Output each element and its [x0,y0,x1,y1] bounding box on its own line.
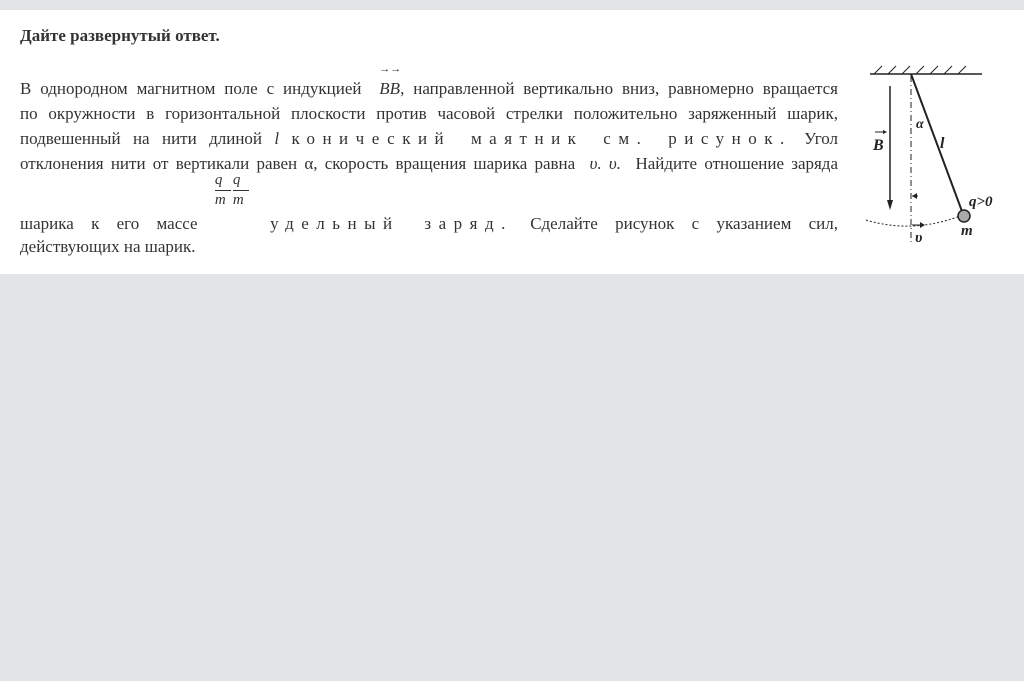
speed-symbols: υ. υ. [589,154,621,173]
vector-b-label: BB [379,79,401,98]
text-fragment: Сделайте рисунок с указанием сил, [530,214,838,233]
b-field-arrowhead [887,200,893,210]
angle-label: α [916,117,924,132]
vector-b [379,63,402,101]
text-fragment: Найдите отношение заряда [635,154,838,173]
task-heading: Дайте развернутый ответ. [20,26,220,45]
conical-pendulum-figure [862,64,1012,254]
mass-label: m [961,223,973,239]
pendulum-thread [911,74,963,214]
problem-line-3 [20,126,838,151]
text-fragment: шарика к его массе [20,214,198,233]
b-label-arrowhead [883,130,887,134]
velocity-label: υ [915,230,923,246]
vector-arrows: →→ [379,63,402,75]
text-fragment: отклонения нити от вертикали равен α, скорость вращения шарика равна [20,154,576,173]
text-fragment: Угол [804,129,839,148]
text-fragment: , направленной вертикально вниз, равномерно вращается [400,79,839,98]
thread-length-label: l [940,135,945,152]
fraction [215,171,231,209]
problem-text [20,63,839,259]
problem-line-2: по окружности в горизонтальной плоскости против часовой стрелки положительно заряженный шарик, [20,104,838,123]
text-fragment: подвешенный на нити длиной [20,129,263,148]
length-symbol: l [274,129,280,148]
problem-line-5-row [20,172,838,236]
text-fragment: В однородном магнитном поле с индукцией [20,79,362,98]
fraction-q-over-m [214,172,253,229]
problem-line-6: действующих на шарик. [20,237,196,256]
fraction-denominator: m [214,192,226,208]
radius-arrowhead [912,193,917,199]
task-card [0,10,1024,274]
fraction-numerator: q [215,171,231,191]
fraction [233,171,249,209]
charge-label: q>0 [969,194,993,210]
problem-line-4 [20,151,838,176]
velocity-arrowhead [920,222,925,228]
fraction-numerator: q [233,171,249,191]
spaced-text: конический маятник см. рисунок. [291,129,792,148]
fraction-denominator: m [232,192,244,208]
problem-line-1 [20,63,839,101]
ceiling-hatching [874,66,966,74]
b-field-label: B [873,137,884,154]
problem-line-5 [20,172,838,234]
charged-ball [958,210,970,222]
spaced-text: удельный заряд. [270,214,513,233]
